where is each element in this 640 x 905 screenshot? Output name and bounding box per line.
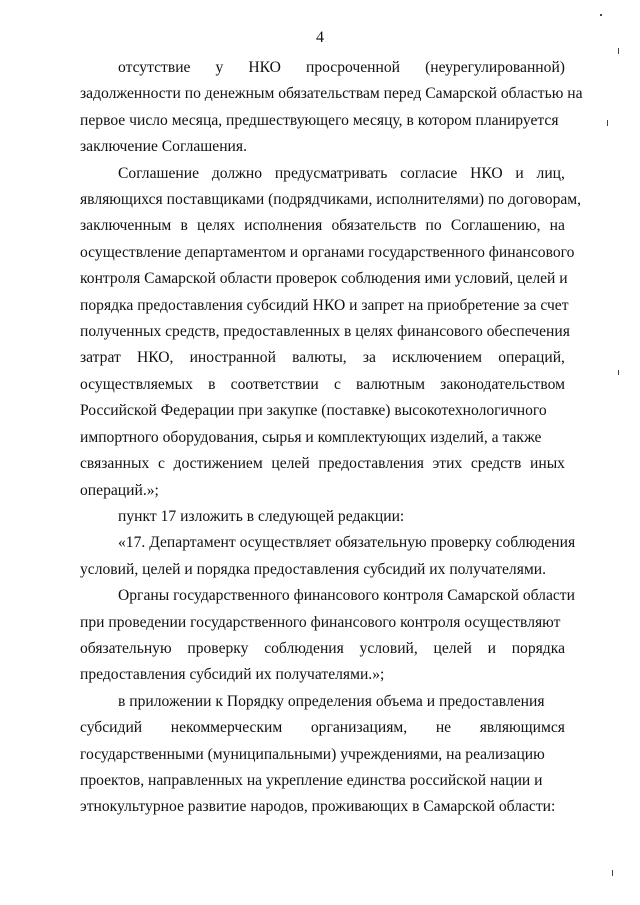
word: условий,: [359, 639, 418, 657]
text-line: являющихся поставщиками (подрядчиками, исполнителями) по договорам,: [80, 191, 582, 209]
word: этих: [432, 455, 463, 473]
page-number: 4: [316, 29, 324, 46]
word: на: [549, 217, 565, 235]
word: достижением: [173, 455, 263, 473]
text-line: этнокультурное развитие народов, проживающих в Самарской области:: [80, 798, 556, 816]
word: просроченной: [305, 59, 401, 76]
text-line: заключение Соглашения.: [80, 138, 247, 156]
text-line: при проведении государственного финансового контроля осуществляют: [80, 613, 561, 631]
word: проверку: [187, 639, 249, 657]
word: порядка: [511, 639, 565, 657]
word: в: [180, 217, 188, 235]
text-line: [80, 213, 565, 239]
text-line: операций.»;: [80, 481, 159, 499]
word: Соглашению,: [450, 217, 541, 235]
word: исполнения: [244, 217, 323, 235]
word: законодательством: [440, 375, 565, 393]
text-line: Органы государственного финансового контроля Самарской области: [118, 587, 575, 605]
word: по: [425, 217, 442, 235]
word: заключенным: [80, 217, 172, 235]
word: НКО: [248, 59, 281, 76]
word: за: [362, 349, 376, 367]
word: целях: [196, 217, 236, 235]
word: с: [157, 455, 165, 473]
text-line: задолженности по денежным обязательствам перед Самарской областью на: [80, 85, 583, 103]
text-line: пункт 17 изложить в следующей редакции:: [118, 507, 405, 525]
scan-speck: [607, 120, 608, 126]
text-line: [80, 372, 565, 398]
word: Соглашение: [118, 164, 200, 182]
text-line: государственными (муниципальными) учреждениями, на реализацию: [80, 745, 545, 763]
word: предусматривать: [274, 164, 388, 182]
word: некоммерческим: [170, 719, 283, 737]
scan-speck: [618, 48, 619, 54]
body-text: [80, 55, 583, 821]
word: осуществляемых: [80, 375, 193, 393]
text-line: «17. Департамент осуществляет обязательную проверку соблюдения: [118, 534, 576, 552]
text-line: предоставления субсидий их получателями.»;: [80, 666, 385, 684]
word: организациям,: [310, 719, 408, 737]
word: согласие: [400, 164, 458, 182]
text-line: в приложении к Порядку определения объема и предоставления: [118, 692, 545, 710]
text-line: полученных средств, предоставленных в целях финансового обеспечения: [80, 323, 570, 341]
word: (неурегулированной): [425, 59, 565, 76]
text-line: проектов, направленных на укрепление единства российской нации и: [80, 771, 543, 789]
text-line: [80, 636, 565, 662]
scan-speck: [618, 370, 619, 375]
text-line: [80, 715, 565, 741]
text-line: импортного оборудования, сырья и комплектующих изделий, а также: [80, 428, 542, 446]
word: с: [333, 375, 341, 393]
text-line: Российской Федерации при закупке (поставке) высокотехнологичного: [80, 402, 547, 420]
word: затрат: [80, 349, 121, 367]
word: у: [215, 59, 224, 76]
text-line: [80, 55, 565, 81]
word: целей: [433, 639, 472, 657]
word: должно: [211, 164, 263, 182]
word: НКО: [470, 164, 503, 182]
text-line: осуществление департаментом и органами государственного финансового: [80, 243, 575, 261]
text-line: контроля Самарской области проверок соблюдения ими условий, целей и: [80, 270, 568, 288]
word: являющимся: [479, 719, 565, 737]
scan-speck: [600, 14, 602, 16]
text-line: [80, 345, 565, 371]
text-line: условий, целей и порядка предоставления субсидий их получателями.: [80, 560, 546, 578]
word: связанных: [80, 455, 150, 473]
word: соответствии: [230, 375, 319, 393]
word: обязательную: [80, 639, 172, 657]
word: не: [435, 719, 452, 737]
word: субсидий: [80, 719, 143, 737]
text-line: [80, 161, 565, 187]
word: иных: [530, 455, 565, 473]
word: и: [515, 164, 524, 182]
text-line: [80, 451, 565, 477]
word: соблюдения: [264, 639, 344, 657]
word: валютным: [356, 375, 425, 393]
scan-speck: [612, 870, 613, 876]
word: операций,: [498, 349, 565, 367]
word: обязательств: [331, 217, 417, 235]
word: целей: [271, 455, 310, 473]
text-line: первое число месяца, предшествующего месяцу, в котором планируется: [80, 111, 559, 129]
word: в: [208, 375, 216, 393]
word: средств: [470, 455, 522, 473]
word: иностранной: [189, 349, 276, 367]
text-line: порядка предоставления субсидий НКО и запрет на приобретение за счет: [80, 296, 569, 314]
word: предоставления: [318, 455, 424, 473]
word: исключением: [392, 349, 483, 367]
word: валюты,: [292, 349, 347, 367]
word: и: [487, 639, 496, 657]
word: отсутствие: [118, 59, 191, 76]
word: лиц,: [536, 164, 565, 182]
word: НКО,: [136, 349, 174, 367]
